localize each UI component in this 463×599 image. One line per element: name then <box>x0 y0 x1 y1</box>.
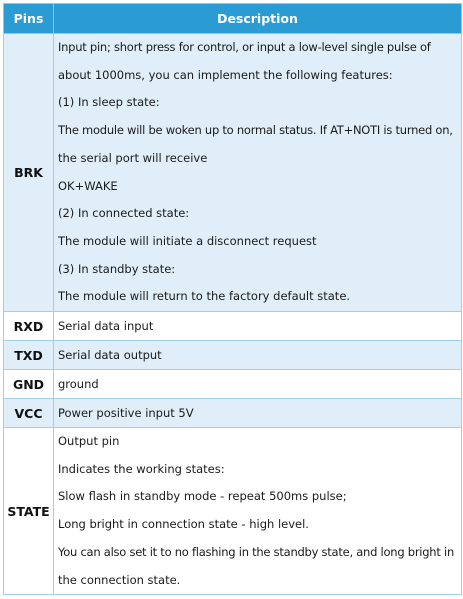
description-line: The module will return to the factory default state. <box>58 289 351 304</box>
description-line: Serial data input <box>58 319 154 334</box>
description-line: ground <box>58 377 99 392</box>
header-row <box>4 4 462 34</box>
description-line: (1) In sleep state: <box>58 95 160 110</box>
description-line: Serial data output <box>58 348 162 363</box>
description-line: about 1000ms, you can implement the following features: <box>58 67 393 82</box>
pin-description <box>54 34 462 312</box>
description-line: (2) In connected state: <box>58 206 190 221</box>
description-line: The module will be woken up to normal status. If AT+NOTI is turned on, <box>58 123 453 138</box>
pin-name: TXD <box>4 341 54 370</box>
description-line: Indicates the working states: <box>58 461 225 476</box>
pin-name: RXD <box>4 312 54 341</box>
description-line: Input pin; short press for control, or input a low-level single pulse of <box>58 40 431 54</box>
description-line: the connection state. <box>58 572 181 587</box>
header-pins: Pins <box>4 4 54 34</box>
pin-description <box>54 312 462 341</box>
pin-description <box>54 399 462 428</box>
table-row-txd <box>4 341 462 370</box>
table-row-rxd <box>4 312 462 341</box>
pin-description <box>54 341 462 370</box>
pin-description <box>54 428 462 595</box>
description-line: You can also set it to no flashing in the standby state, and long bright in <box>58 544 454 559</box>
table-row-state <box>4 428 462 595</box>
description-line: Power positive input 5V <box>58 406 194 421</box>
table-row-brk <box>4 34 462 312</box>
pin-name: GND <box>4 370 54 399</box>
description-line: the serial port will receive <box>58 150 208 165</box>
description-line: (3) In standby state: <box>58 261 176 276</box>
pin-name: BRK <box>4 34 54 312</box>
pin-description <box>54 370 462 399</box>
pins-table <box>3 3 462 595</box>
table-row-vcc <box>4 399 462 428</box>
pin-name: STATE <box>4 428 54 595</box>
description-line: Long bright in connection state - high level. <box>58 517 309 532</box>
pin-name: VCC <box>4 399 54 428</box>
header-description: Description <box>54 4 462 34</box>
description-line: Slow flash in standby mode - repeat 500ms pulse; <box>58 489 347 504</box>
description-line: OK+WAKE <box>58 178 118 193</box>
table-row-gnd <box>4 370 462 399</box>
description-line: Output pin <box>58 434 120 449</box>
description-line: The module will initiate a disconnect request <box>58 233 317 248</box>
